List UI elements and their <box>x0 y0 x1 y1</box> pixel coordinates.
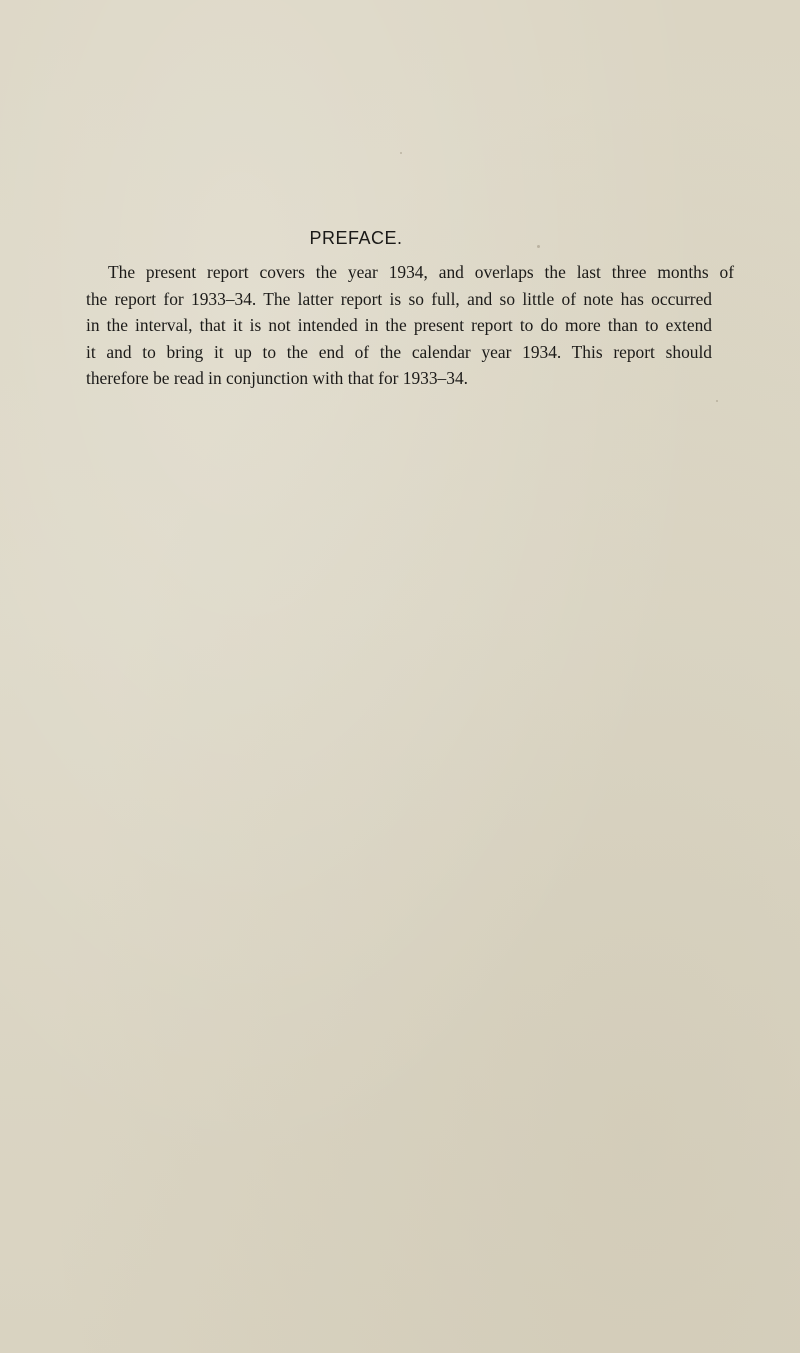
paragraph-line: therefore be read in conjunction with that for 1933–34. <box>86 368 468 388</box>
paragraph-line: it and to bring it up to the end of the calendar year 1934. This report should <box>86 342 712 362</box>
paragraph-line: in the interval, that it is not intended in the present report to do more than to extend <box>86 315 712 335</box>
page-title: PREFACE. <box>309 228 403 248</box>
paper-speck <box>716 400 718 402</box>
paragraph-line: The present report covers the year 1934, and overlaps the last three months of <box>108 262 734 282</box>
paragraph-line: the report for 1933–34. The latter report is so full, and so little of note has occurred <box>86 289 712 309</box>
paper-speck <box>400 152 402 154</box>
